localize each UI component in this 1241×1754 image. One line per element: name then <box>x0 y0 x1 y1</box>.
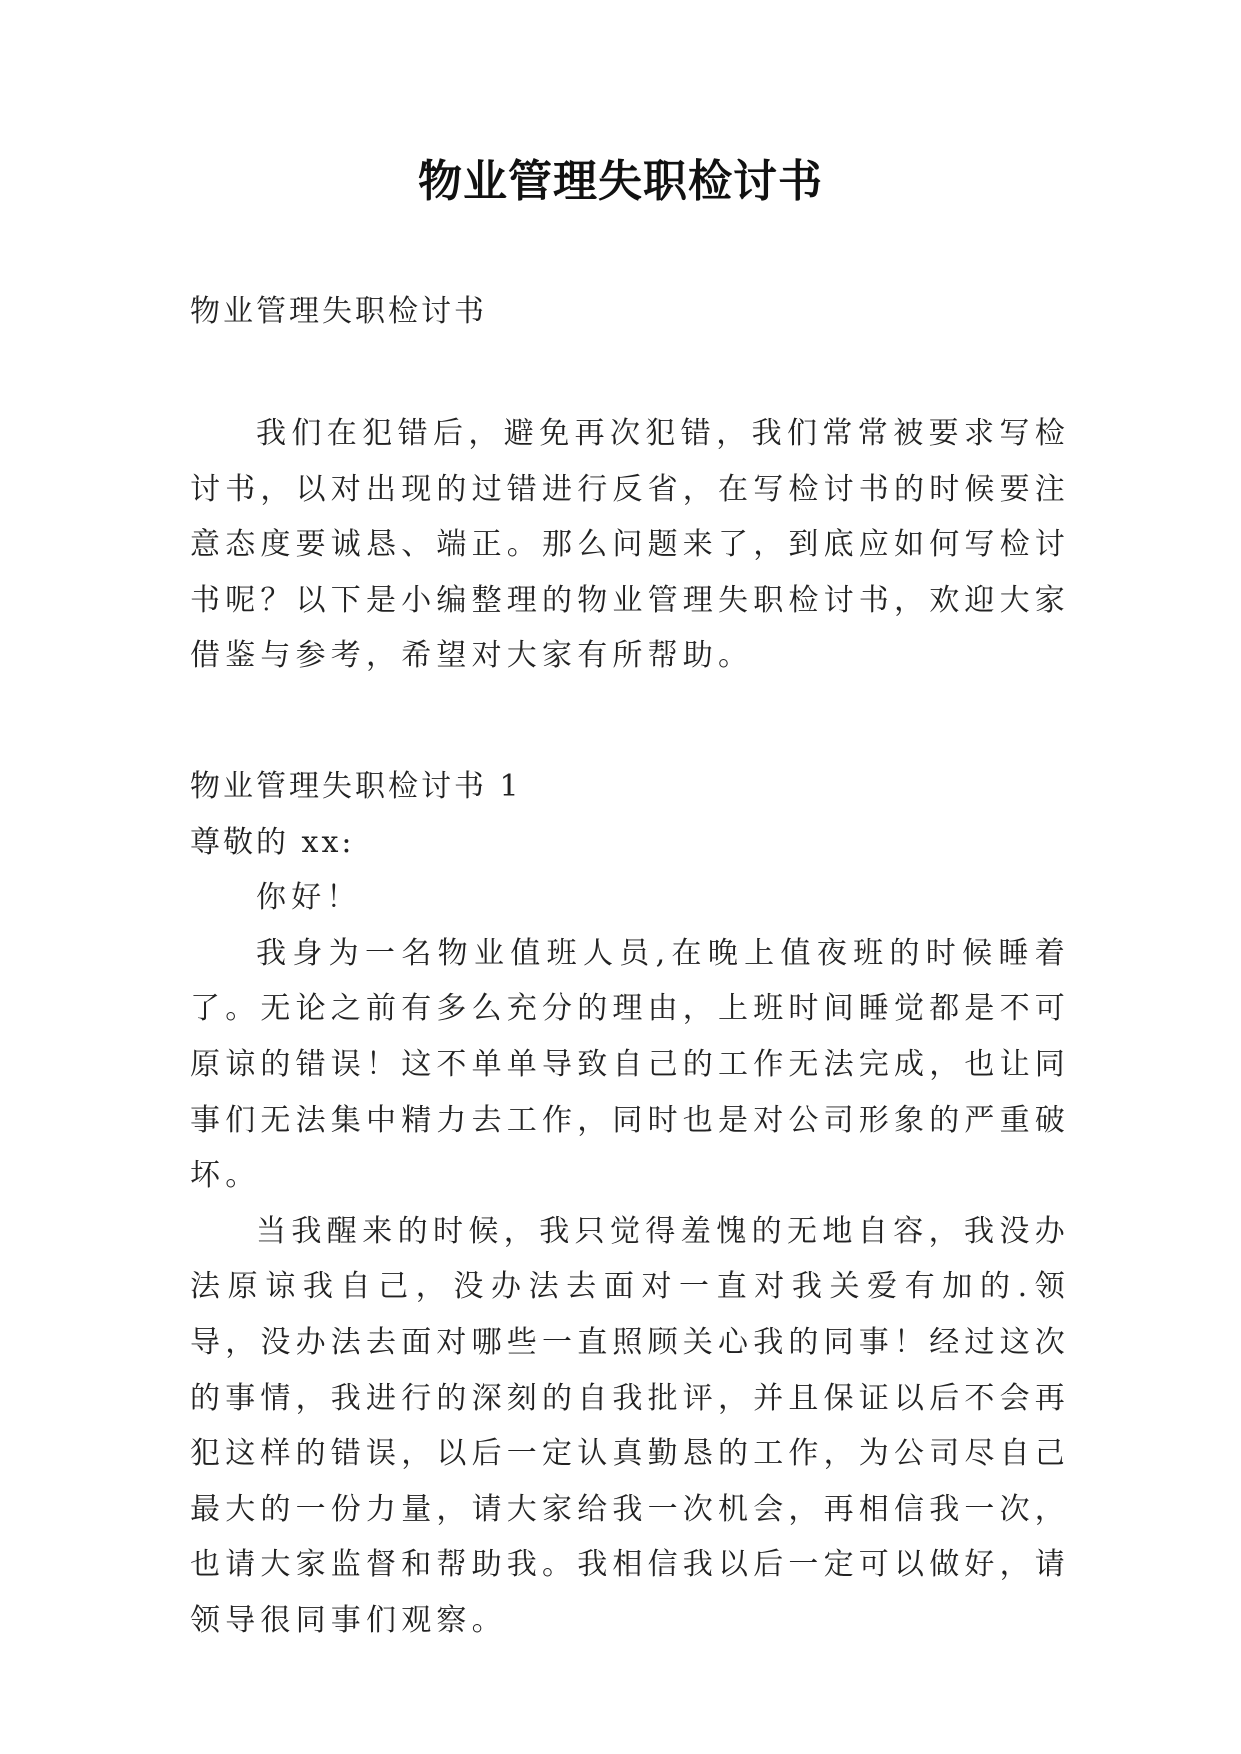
document-subtitle: 物业管理失职检讨书 <box>190 294 487 329</box>
letter-paragraph-1: 我身为一名物业值班人员,在晚上值夜班的时候睡着了。无论之前有多么充分的理由，上班时间睡觉都是不可原谅的错误！这不单单导致自己的工作无法完成，也让同事们无法集中精力去工作，同时也是对公司形象的严重破坏。 <box>190 935 1070 1194</box>
document-title: 物业管理失职检讨书 <box>418 156 823 207</box>
letter-paragraph-2: 当我醒来的时候，我只觉得羞愧的无地自容，我没办法原谅我自己，没办法去面对一直对我关爱有加的.领导，没办法去面对哪些一直照顾关心我的同事！经过这次的事情，我进行的深刻的自我批评，并且保证以后不会再犯这样的错误，以后一定认真勤恳的工作，为公司尽自己最大的一份力量，请大家给我一次机会，再相信我一次，也请大家监督和帮助我。我相信我以后一定可以做好，请领导很同事们观察。 <box>190 1213 1070 1638</box>
letter-salutation: 尊敬的 xx: <box>190 824 355 860</box>
letter-greeting: 你好！ <box>256 880 362 916</box>
letter-heading: 物业管理失职检讨书 1 <box>190 769 522 804</box>
intro-paragraph: 我们在犯错后，避免再次犯错，我们常常被要求写检讨书，以对出现的过错进行反省，在写检讨书的时候要注意态度要诚恳、端正。那么问题来了，到底应如何写检讨书呢？以下是小编整理的物业管理失职检讨书，欢迎大家借鉴与参考，希望对大家有所帮助。 <box>190 416 1070 673</box>
letter-section <box>190 759 1070 1649</box>
